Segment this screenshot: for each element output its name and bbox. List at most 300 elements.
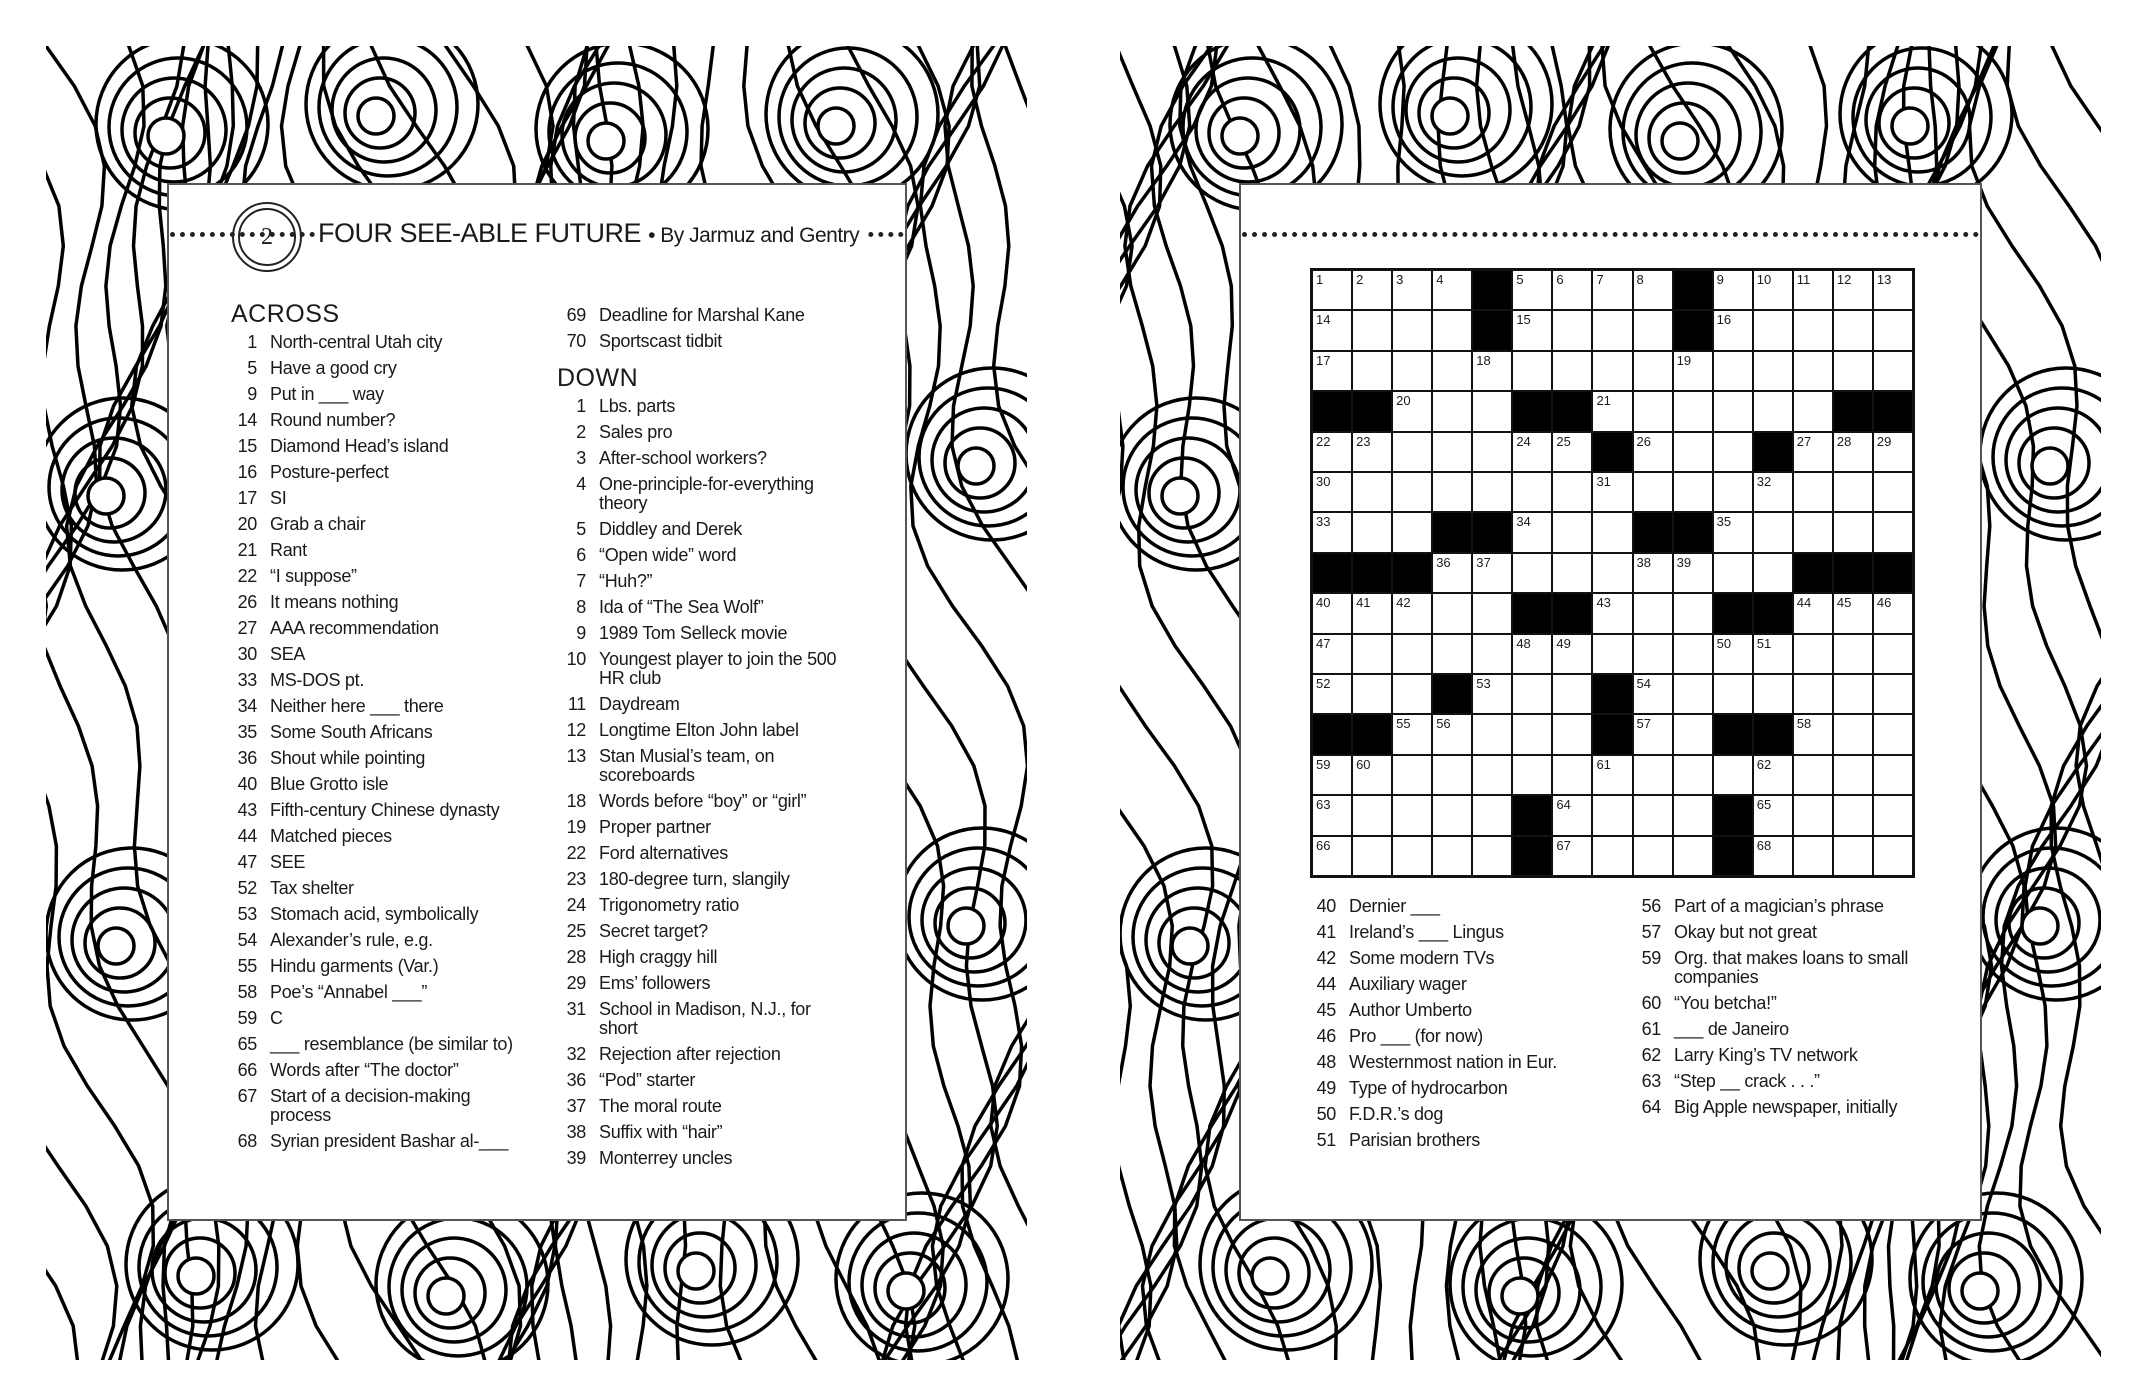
grid-cell[interactable] [1714,473,1752,511]
cell-number: 2 [1356,272,1364,287]
grid-cell[interactable] [1634,311,1672,349]
clue-item [552,948,849,967]
grid-cell[interactable] [1513,635,1551,673]
grid-cell[interactable] [1674,675,1712,713]
clue-text: Some modern TVs [1349,948,1495,968]
clue-item [223,749,520,768]
grid-cell[interactable] [1714,392,1752,430]
grid-cell[interactable] [1353,675,1391,713]
grid-cell[interactable] [1714,433,1752,471]
grid-cell[interactable] [1433,352,1471,390]
grid-cell[interactable] [1754,837,1792,875]
grid-cell[interactable] [1473,473,1511,511]
clue-text: Blue Grotto isle [270,774,389,794]
grid-cell[interactable] [1353,756,1391,794]
clue-text: 1989 Tom Selleck movie [599,623,788,643]
grid-cell[interactable] [1473,392,1511,430]
clue-item [1302,949,1599,968]
cell-number: 7 [1596,272,1604,287]
clue-text: Stomach acid, symbolically [270,904,479,924]
grid-cell[interactable] [1674,352,1712,390]
grid-cell[interactable] [1393,311,1431,349]
clue-item [223,853,520,872]
cell-number: 50 [1716,635,1732,651]
clue-number: 29 [566,973,586,993]
grid-cell[interactable] [1874,837,1912,875]
grid-cell[interactable] [1393,392,1431,430]
grid-cell[interactable] [1353,352,1391,390]
clue-number: 8 [576,597,586,617]
grid-cell[interactable] [1834,594,1872,632]
grid-cell[interactable] [1754,675,1792,713]
grid-cell[interactable] [1593,392,1631,430]
grid-cell[interactable] [1593,311,1631,349]
grid-cell[interactable] [1874,311,1912,349]
grid-cell[interactable] [1433,554,1471,592]
grid-cell[interactable] [1834,271,1872,309]
clue-item [552,792,849,811]
grid-cell[interactable] [1513,675,1551,713]
grid-cell[interactable] [1794,352,1832,390]
grid-cell[interactable] [1473,715,1511,753]
clue-item [223,1132,520,1151]
grid-cell[interactable] [1834,352,1872,390]
clue-item [552,695,849,714]
clue-text: Stan Musial’s team, on scoreboards [599,746,775,785]
grid-cell[interactable] [1433,796,1471,834]
grid-block [1834,392,1872,430]
grid-cell[interactable] [1674,473,1712,511]
down-clue-list [552,397,849,1175]
grid-cell[interactable] [1634,433,1672,471]
clue-number: 21 [237,540,257,560]
grid-cell[interactable] [1353,796,1391,834]
clue-item [1302,975,1599,994]
grid-cell[interactable] [1634,554,1672,592]
grid-cell[interactable] [1754,796,1792,834]
grid-cell[interactable] [1794,473,1832,511]
grid-cell[interactable] [1513,433,1551,471]
grid-cell[interactable] [1794,433,1832,471]
clue-number: 54 [237,930,257,950]
clue-number: 28 [566,947,586,967]
grid-cell[interactable] [1553,352,1591,390]
grid-cell[interactable] [1874,352,1912,390]
grid-cell[interactable] [1874,513,1912,551]
grid-block [1433,675,1471,713]
grid-cell[interactable] [1794,513,1832,551]
grid-cell[interactable] [1794,675,1832,713]
grid-cell[interactable] [1353,433,1391,471]
grid-cell[interactable] [1433,715,1471,753]
grid-cell[interactable] [1553,433,1591,471]
grid-cell[interactable] [1714,675,1752,713]
grid-cell[interactable] [1834,433,1872,471]
grid-cell[interactable] [1714,756,1752,794]
clue-item [223,827,520,846]
clue-item [223,463,520,482]
grid-cell[interactable] [1553,837,1591,875]
grid-cell[interactable] [1473,837,1511,875]
cell-number: 13 [1876,272,1892,287]
cell-number: 9 [1716,272,1724,287]
grid-cell[interactable] [1634,715,1672,753]
grid-cell[interactable] [1553,635,1591,673]
clue-item [1302,1027,1599,1046]
clue-text: Part of a magician’s phrase [1674,896,1884,916]
grid-cell[interactable] [1714,554,1752,592]
grid-cell[interactable] [1473,433,1511,471]
grid-cell[interactable] [1674,554,1712,592]
grid-cell[interactable] [1634,352,1672,390]
grid-cell[interactable] [1513,715,1551,753]
swirl-circle [888,1273,924,1309]
grid-cell[interactable] [1794,311,1832,349]
swirl-line [46,46,78,1360]
grid-cell[interactable] [1593,756,1631,794]
grid-cell[interactable] [1674,392,1712,430]
grid-cell[interactable] [1754,311,1792,349]
grid-cell[interactable] [1754,554,1792,592]
grid-block [1593,675,1631,713]
grid-cell[interactable] [1794,635,1832,673]
clue-text: Ireland’s ___ Lingus [1349,922,1504,942]
grid-cell[interactable] [1353,473,1391,511]
grid-cell[interactable] [1313,352,1351,390]
cell-number: 1 [1316,272,1324,287]
swirl-circle [1172,928,1208,964]
grid-cell[interactable] [1553,271,1591,309]
cell-number: 52 [1316,676,1331,691]
clue-number: 27 [237,618,257,638]
clue-item [223,775,520,794]
grid-cell[interactable] [1473,594,1511,632]
grid-cell[interactable] [1714,513,1752,551]
cell-number: 45 [1836,595,1852,611]
grid-cell[interactable] [1593,554,1631,592]
clue-item [223,411,520,430]
clue-item [223,723,520,742]
grid-cell[interactable] [1634,837,1672,875]
grid-cell[interactable] [1473,554,1511,592]
grid-block [1353,715,1391,753]
clue-number: 51 [1316,1130,1336,1150]
clue-item [552,332,849,351]
grid-block [1513,796,1551,834]
grid-cell[interactable] [1794,837,1832,875]
clue-number: 63 [1641,1071,1661,1091]
grid-cell[interactable] [1433,635,1471,673]
grid-cell[interactable] [1433,271,1471,309]
grid-cell[interactable] [1353,635,1391,673]
grid-cell[interactable] [1433,433,1471,471]
swirl-circle [1162,478,1198,514]
grid-cell[interactable] [1313,473,1351,511]
grid-cell[interactable] [1834,715,1872,753]
grid-cell[interactable] [1834,513,1872,551]
grid-cell[interactable] [1634,594,1672,632]
grid-cell[interactable] [1553,473,1591,511]
cell-number: 40 [1316,595,1331,611]
clue-item [552,449,849,468]
clue-number: 56 [1641,896,1661,916]
clue-text: ___ de Janeiro [1674,1019,1789,1039]
grid-block [1513,392,1551,430]
swirl-circle [1752,1253,1788,1289]
clue-text: Matched pieces [270,826,392,846]
grid-cell[interactable] [1634,796,1672,834]
grid-cell[interactable] [1634,635,1672,673]
grid-cell[interactable] [1433,473,1471,511]
grid-block [1593,715,1631,753]
cell-number: 62 [1756,756,1772,772]
clue-number: 66 [237,1060,257,1080]
grid-cell[interactable] [1553,554,1591,592]
clue-item [1302,923,1599,942]
clue-item [552,423,849,442]
clue-text: Trigonometry ratio [599,895,739,915]
grid-cell[interactable] [1754,271,1792,309]
grid-cell[interactable] [1313,796,1351,834]
clue-text: Longtime Elton John label [599,720,799,740]
grid-cell[interactable] [1393,433,1431,471]
grid-cell[interactable] [1393,796,1431,834]
grid-cell[interactable] [1714,311,1752,349]
grid-cell[interactable] [1433,594,1471,632]
cell-number: 35 [1716,514,1732,530]
clue-text: School in Madison, N.J., for short [599,999,811,1038]
clue-item [223,671,520,690]
grid-cell[interactable] [1313,756,1351,794]
grid-cell[interactable] [1553,796,1591,834]
clue-text: Deadline for Marshal Kane [599,305,805,325]
grid-cell[interactable] [1393,675,1431,713]
grid-cell[interactable] [1874,756,1912,794]
grid-cell[interactable] [1794,271,1832,309]
grid-cell[interactable] [1874,675,1912,713]
grid-cell[interactable] [1834,473,1872,511]
grid-cell[interactable] [1433,392,1471,430]
grid-cell[interactable] [1674,635,1712,673]
grid-cell[interactable] [1794,796,1832,834]
grid-cell[interactable] [1313,311,1351,349]
cell-number: 5 [1516,272,1524,287]
grid-cell[interactable] [1674,594,1712,632]
grid-cell[interactable] [1794,715,1832,753]
grid-cell[interactable] [1593,635,1631,673]
grid-cell[interactable] [1634,756,1672,794]
clue-text: SI [270,488,287,508]
grid-cell[interactable] [1313,271,1351,309]
grid-cell[interactable] [1834,675,1872,713]
grid-cell[interactable] [1593,473,1631,511]
grid-cell[interactable] [1393,352,1431,390]
clue-item [1627,949,1924,987]
grid-cell[interactable] [1553,311,1591,349]
grid-cell[interactable] [1834,796,1872,834]
grid-cell[interactable] [1473,675,1511,713]
grid-cell[interactable] [1874,433,1912,471]
grid-cell[interactable] [1754,513,1792,551]
clue-text: High craggy hill [599,947,718,967]
grid-cell[interactable] [1433,311,1471,349]
clue-text: It means nothing [270,592,399,612]
grid-cell[interactable] [1593,594,1631,632]
clue-text: ___ resemblance (be similar to) [270,1034,513,1054]
grid-cell[interactable] [1513,473,1551,511]
grid-cell[interactable] [1353,513,1391,551]
grid-cell[interactable] [1393,473,1431,511]
grid-cell[interactable] [1313,635,1351,673]
clue-item [552,475,849,513]
grid-cell[interactable] [1393,594,1431,632]
clue-item [552,974,849,993]
grid-block [1353,554,1391,592]
grid-cell[interactable] [1553,513,1591,551]
grid-cell[interactable] [1874,271,1912,309]
grid-cell[interactable] [1393,635,1431,673]
grid-cell[interactable] [1754,756,1792,794]
clue-number: 36 [237,748,257,768]
grid-cell[interactable] [1754,635,1792,673]
swirl-circle [2032,448,2068,484]
grid-cell[interactable] [1794,392,1832,430]
clue-text: Tax shelter [270,878,354,898]
grid-cell[interactable] [1473,635,1511,673]
grid-cell[interactable] [1353,311,1391,349]
grid-cell[interactable] [1313,594,1351,632]
grid-cell[interactable] [1874,594,1912,632]
swirl-circle [2022,908,2058,944]
grid-cell[interactable] [1794,594,1832,632]
grid-cell[interactable] [1553,715,1591,753]
grid-cell[interactable] [1593,352,1631,390]
grid-cell[interactable] [1874,473,1912,511]
clue-number: 53 [237,904,257,924]
cell-number: 57 [1636,716,1651,732]
grid-cell[interactable] [1513,311,1551,349]
grid-cell[interactable] [1433,756,1471,794]
cell-number: 36 [1436,554,1451,570]
grid-cell[interactable] [1353,271,1391,309]
grid-cell[interactable] [1393,837,1431,875]
grid-cell[interactable] [1353,594,1391,632]
grid-cell[interactable] [1513,513,1551,551]
grid-cell[interactable] [1313,675,1351,713]
cell-number: 55 [1396,716,1411,732]
header-dotted-rule-right [1242,232,1979,237]
grid-cell[interactable] [1513,554,1551,592]
clue-text: Auxiliary wager [1349,974,1467,994]
cell-number: 22 [1316,433,1331,449]
grid-cell[interactable] [1313,837,1351,875]
grid-cell[interactable] [1593,796,1631,834]
grid-cell[interactable] [1593,837,1631,875]
grid-block [1513,837,1551,875]
grid-cell[interactable] [1513,756,1551,794]
clue-item [1627,1072,1924,1091]
grid-cell[interactable] [1593,513,1631,551]
clue-item [1302,897,1599,916]
clue-number: 55 [237,956,257,976]
grid-cell[interactable] [1634,392,1672,430]
clue-item [223,1061,520,1080]
grid-cell[interactable] [1834,756,1872,794]
grid-cell[interactable] [1634,473,1672,511]
clue-item [223,957,520,976]
grid-cell[interactable] [1473,756,1511,794]
grid-cell[interactable] [1834,635,1872,673]
clue-text: Put in ___ way [270,384,384,404]
grid-cell[interactable] [1513,271,1551,309]
grid-cell[interactable] [1473,352,1511,390]
grid-cell[interactable] [1754,392,1792,430]
grid-cell[interactable] [1634,675,1672,713]
clue-text: Sportscast tidbit [599,331,722,351]
grid-cell[interactable] [1714,352,1752,390]
grid-cell[interactable] [1353,837,1391,875]
grid-cell[interactable] [1393,271,1431,309]
clue-item [223,1087,520,1125]
swirl-line [2007,46,2101,1360]
clue-number: 64 [1641,1097,1661,1117]
clue-text: Larry King’s TV network [1674,1045,1858,1065]
grid-cell[interactable] [1754,352,1792,390]
cell-number: 53 [1476,676,1491,691]
clue-number: 6 [576,545,586,565]
grid-cell[interactable] [1473,796,1511,834]
clue-number: 10 [566,649,586,669]
grid-cell[interactable] [1433,837,1471,875]
grid-cell[interactable] [1593,271,1631,309]
grid-cell[interactable] [1874,796,1912,834]
grid-cell[interactable] [1674,796,1712,834]
grid-cell[interactable] [1674,756,1712,794]
grid-cell[interactable] [1313,433,1351,471]
grid-block [1473,513,1511,551]
grid-cell[interactable] [1834,311,1872,349]
clue-number: 50 [1316,1104,1336,1124]
across-clue-list-continued [552,306,849,358]
grid-cell[interactable] [1393,715,1431,753]
grid-cell[interactable] [1393,513,1431,551]
clue-number: 58 [237,982,257,1002]
grid-cell[interactable] [1634,271,1672,309]
cell-number: 66 [1316,837,1331,853]
grid-cell[interactable] [1674,433,1712,471]
grid-cell[interactable] [1674,715,1712,753]
grid-cell[interactable] [1794,756,1832,794]
clue-item [552,1045,849,1064]
clue-text: Grab a chair [270,514,366,534]
grid-cell[interactable] [1513,352,1551,390]
grid-cell[interactable] [1714,271,1752,309]
grid-block [1714,837,1752,875]
grid-cell[interactable] [1553,675,1591,713]
grid-cell[interactable] [1874,715,1912,753]
grid-cell[interactable] [1714,635,1752,673]
grid-cell[interactable] [1874,635,1912,673]
grid-cell[interactable] [1674,837,1712,875]
clue-item [1627,897,1924,916]
clue-number: 1 [576,396,586,416]
grid-cell[interactable] [1553,756,1591,794]
grid-cell[interactable] [1754,473,1792,511]
grid-cell[interactable] [1313,513,1351,551]
grid-cell[interactable] [1393,756,1431,794]
grid-cell[interactable] [1834,837,1872,875]
clue-item [223,359,520,378]
